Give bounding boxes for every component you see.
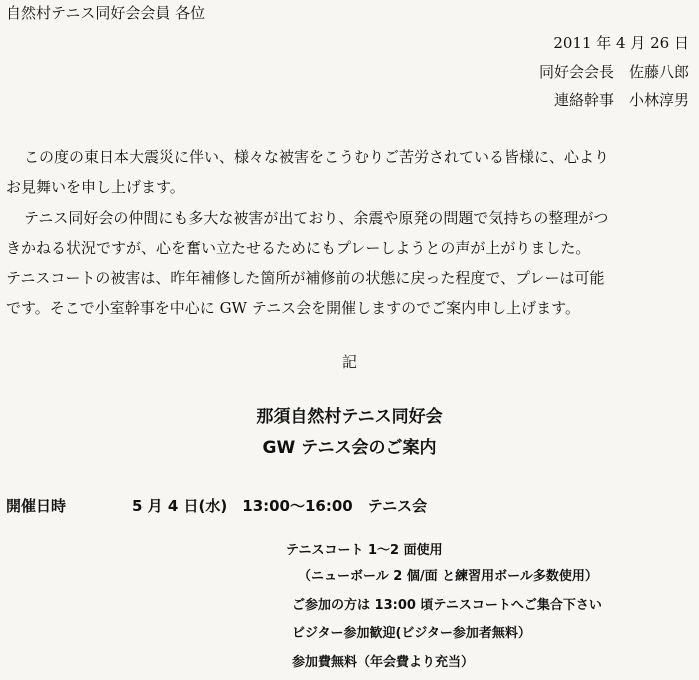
letter-date: 2011 年 4 月 26 日 [553, 34, 689, 52]
body-line: お見舞いを申し上げます。 [6, 178, 185, 196]
detail-item: 参加費無料（年会費より充当） [292, 655, 475, 670]
event-title: GW テニス会のご案内 [262, 438, 437, 458]
body-line: テニス同好会の仲間にも多大な被害が出ており、余震や原発の問題で気持ちの整理がつ [24, 209, 609, 227]
body-line: この度の東日本大震災に伴い、様々な被害をこうむりご苦労されている皆様に、心より [24, 148, 610, 166]
body-line: です。そこで小室幹事を中心に GW テニス会を開催しますのでご案内申し上げます。 [6, 299, 580, 317]
sender-chairman: 同好会会長 佐藤八郎 [538, 63, 689, 81]
detail-item: （ニューボール 2 個/面 と練習用ボール多数使用） [298, 569, 598, 584]
event-organizer-title: 那須自然村テニス同好会 [256, 407, 443, 427]
body-line: きかねる状況ですが、心を奮い立たせるためにもプレーしようとの声が上がりました。 [6, 239, 591, 257]
sender-secretary: 連絡幹事 小林淳男 [553, 91, 689, 109]
event-date-value: 5 月 4 日(水) 13:00～16:00 テニス会 [132, 497, 428, 515]
detail-item: ご参加の方は 13:00 頃テニスコートへご集合下さい [292, 598, 602, 613]
ki-mark: 記 [341, 353, 357, 371]
body-line: テニスコートの被害は、昨年補修した箇所が補修前の状態に戻った程度で、プレーは可能 [6, 269, 605, 287]
detail-item: テニスコート 1～2 面使用 [286, 543, 443, 558]
detail-item: ビジター参加歓迎(ビジター参加者無料） [292, 626, 531, 641]
event-date-label: 開催日時 [6, 497, 67, 515]
addressee: 自然村テニス同好会会員 各位 [6, 4, 206, 22]
